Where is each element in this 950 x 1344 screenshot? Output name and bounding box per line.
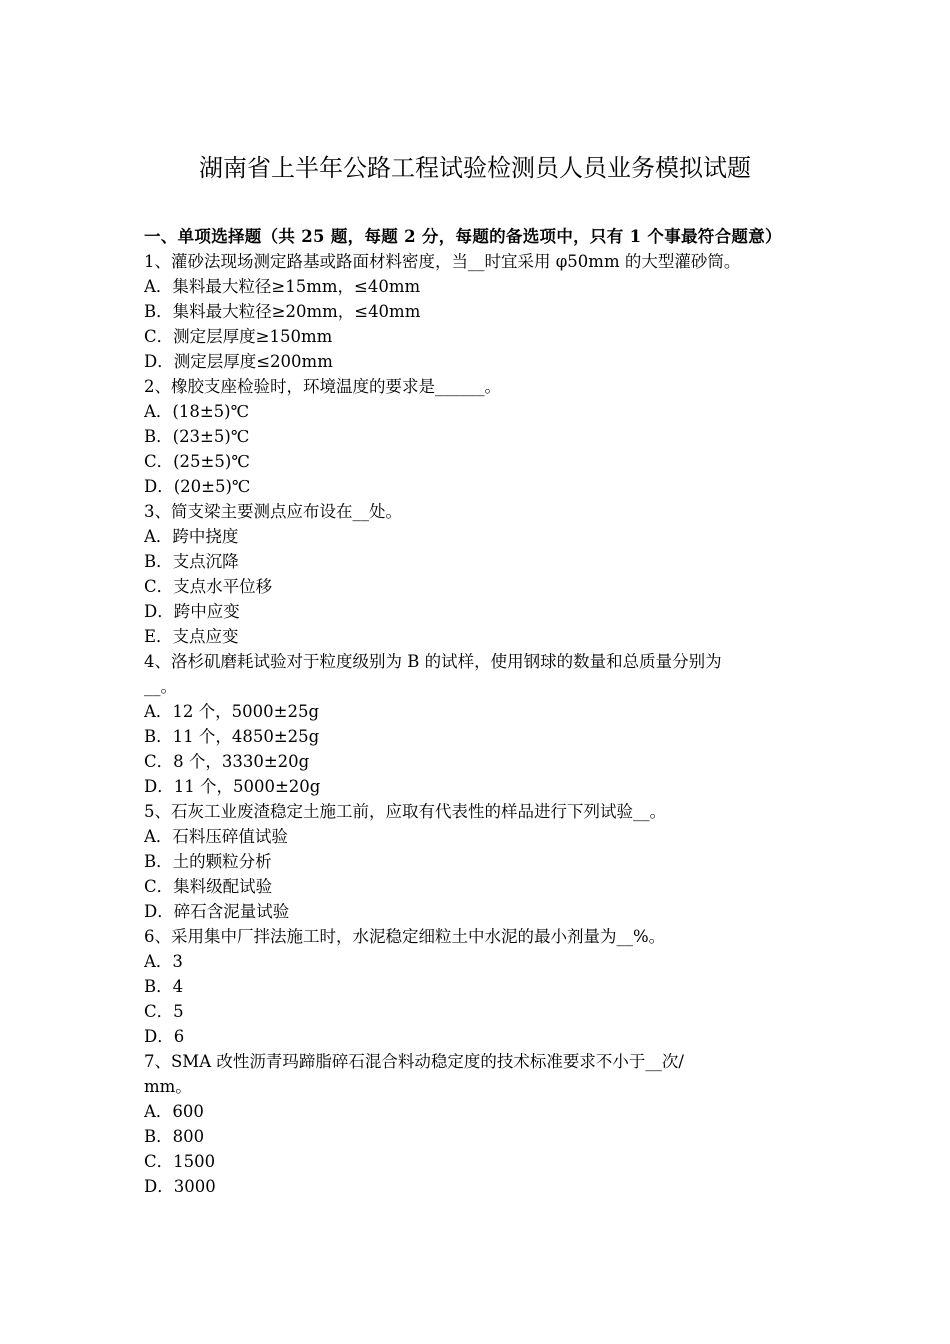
option-d: D．(20±5)℃ — [144, 477, 251, 496]
option-c: C．支点水平位移 — [144, 577, 273, 596]
question-1 — [144, 249, 810, 374]
question-stem: 5、石灰工业废渣稳定土施工前，应取有代表性的样品进行下列试验__。 — [144, 802, 666, 821]
question-stem: 3、简支梁主要测点应布设在__处。 — [144, 502, 402, 521]
question-stem: 7、SMA 改性沥青玛蹄脂碎石混合料动稳定度的技术标准要求不小于__次/ — [144, 1052, 684, 1071]
question-7 — [144, 1049, 810, 1199]
option-c: C．测定层厚度≥150mm — [144, 327, 333, 346]
question-2 — [144, 374, 810, 499]
option-c: C．集料级配试验 — [144, 877, 273, 896]
option-b: B．800 — [144, 1127, 205, 1146]
section-heading: 一、单项选择题（共 25 题，每题 2 分，每题的备选项中，只有 1 个事最符合题意） — [144, 227, 782, 246]
option-b: B．11 个，4850±25g — [144, 727, 320, 746]
option-a: A．(18±5)℃ — [144, 402, 250, 421]
option-d: D．测定层厚度≤200mm — [144, 352, 333, 371]
question-stem: 1、灌砂法现场测定路基或路面材料密度，当__时宜采用 φ50mm 的大型灌砂筒。 — [144, 252, 741, 271]
question-6 — [144, 924, 810, 1049]
option-d: D．碎石含泥量试验 — [144, 902, 290, 921]
option-a: A．石料压碎值试验 — [144, 827, 288, 846]
option-d: D．11 个，5000±20g — [144, 777, 321, 796]
question-stem: 6、采用集中厂拌法施工时，水泥稳定细粒土中水泥的最小剂量为__%。 — [144, 927, 666, 946]
option-b: B．4 — [144, 977, 184, 996]
question-stem: 2、橡胶支座检验时，环境温度的要求是______。 — [144, 377, 501, 396]
option-e: E．支点应变 — [144, 627, 239, 646]
option-a: A．集料最大粒径≥15mm，≤40mm — [144, 277, 421, 296]
option-c: C．(25±5)℃ — [144, 452, 250, 471]
option-d: D．3000 — [144, 1177, 216, 1196]
question-stem: 4、洛杉矶磨耗试验对于粒度级别为 B 的试样，使用钢球的数量和总质量分别为 — [144, 652, 722, 671]
option-c: C．8 个，3330±20g — [144, 752, 310, 771]
option-a: A．600 — [144, 1102, 204, 1121]
option-a: A．3 — [144, 952, 183, 971]
option-c: C．5 — [144, 1002, 184, 1021]
option-d: D．跨中应变 — [144, 602, 240, 621]
option-b: B．集料最大粒径≥20mm，≤40mm — [144, 302, 421, 321]
option-c: C．1500 — [144, 1152, 216, 1171]
option-a: A．跨中挠度 — [144, 527, 239, 546]
option-b: B．支点沉降 — [144, 552, 239, 571]
question-4 — [144, 649, 810, 799]
option-a: A．12 个，5000±25g — [144, 702, 320, 721]
document-title: 湖南省上半年公路工程试验检测员人员业务模拟试题 — [199, 154, 751, 182]
question-5 — [144, 799, 810, 924]
question-stem-continuation: __。 — [144, 677, 177, 696]
option-d: D．6 — [144, 1027, 185, 1046]
option-b: B．土的颗粒分析 — [144, 852, 272, 871]
question-3 — [144, 499, 810, 649]
question-stem-continuation: mm。 — [144, 1077, 192, 1096]
option-b: B．(23±5)℃ — [144, 427, 250, 446]
document-body — [144, 224, 810, 1199]
